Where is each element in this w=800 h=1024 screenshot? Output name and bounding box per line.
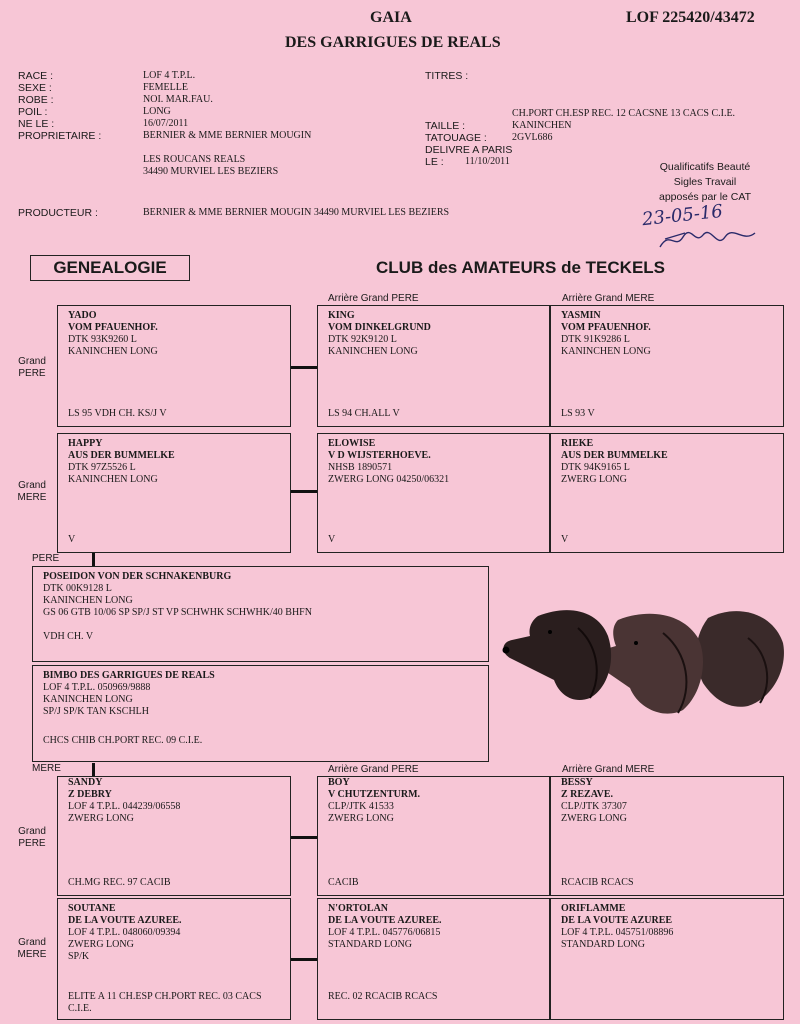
signature-icon — [655, 225, 765, 255]
dachshund-heads-icon — [498, 598, 788, 723]
stamp — [640, 160, 770, 205]
tatouage-label: TATOUAGE : — [425, 132, 487, 144]
address-line-2: 34490 MURVIEL LES BEZIERS — [143, 166, 279, 177]
header-agp-paternal: Arrière Grand PERE — [328, 293, 419, 304]
label-proprietaire: PROPRIETAIRE : — [18, 130, 102, 142]
value-ne-le: 16/07/2011 — [143, 118, 189, 129]
row-label-grand-pere-2: Grand PERE — [18, 826, 46, 849]
label-sire: PERE — [32, 553, 60, 564]
club-title: CLUB des AMATEURS de TECKELS — [376, 258, 666, 277]
pedigree-box-sire: POSEIDON VON DER SCHNAKENBURG DTK 00K9128 L KANINCHEN LONG GS 06 GTB 10/06 SP SP/J ST VP SCHWHK SCHWHK/40 BHFN VDH CH. V — [32, 566, 489, 662]
value-robe: NOI. MAR.FAU. — [143, 94, 213, 105]
info-values — [143, 70, 311, 178]
taille-value: KANINCHEN — [512, 120, 572, 131]
pedigree-box-paternal-gp: YADO VOM PFAUENHOF. DTK 93K9260 L KANINCHEN LONG LS 95 VDH CH. KS/J V — [57, 305, 291, 427]
row-label-grand-mere-2: Grand MERE — [17, 937, 47, 960]
label-robe: ROBE : — [18, 94, 54, 106]
pedigree-box-paternal-agp1: KING VOM DINKELGRUND DTK 92K9120 L KANINCHEN LONG LS 94 CH.ALL V — [317, 305, 550, 427]
stamp-date: 23-05-16 — [641, 200, 724, 231]
header-agm-maternal: Arrière Grand MERE — [562, 764, 655, 775]
titres-label: TITRES : — [425, 70, 469, 82]
lof-number: LOF 225420/43472 — [626, 9, 755, 26]
label-race: RACE : — [18, 70, 54, 82]
header-agp-maternal: Arrière Grand PERE — [328, 764, 419, 775]
label-sexe: SEXE : — [18, 82, 52, 94]
value-sexe: FEMELLE — [143, 82, 188, 93]
label-ne-le: NE LE : — [18, 118, 55, 130]
address-line-1: LES ROUCANS REALS — [143, 154, 246, 165]
pedigree-box-maternal-gm: SOUTANE DE LA VOUTE AZUREE. LOF 4 T.P.L. 048060/09394 ZWERG LONG SP/K ELITE A 11 CH.ESP CH.PORT REC. 03 CACS C.I.E. — [57, 898, 291, 1020]
pedigree-box-dam: BIMBO DES GARRIGUES DE REALS LOF 4 T.P.L. 050969/9888 KANINCHEN LONG SP/J SP/K TAN KSCHLH CHCS CHIB CH.PORT REC. 09 C.I.E. — [32, 665, 489, 762]
label-poil: POIL : — [18, 106, 48, 118]
delivre-label: DELIVRE A PARIS — [425, 144, 513, 156]
value-poil: LONG — [143, 106, 171, 117]
pedigree-box-maternal-agp1: BOY V CHUTZENTURM. CLP/JTK 41533 ZWERG LONG CACIB — [317, 776, 550, 896]
info-labels — [18, 70, 101, 142]
row-label-grand-mere-1: Grand MERE — [17, 480, 47, 503]
pedigree-box-maternal-gp: SANDY Z DEBRY LOF 4 T.P.L. 044239/06558 ZWERG LONG CH.MG REC. 97 CACIB — [57, 776, 291, 896]
titres-value: CH.PORT CH.ESP REC. 12 CACSNE 13 CACS C.I.E. — [512, 108, 736, 119]
taille-label: TAILLE : — [425, 120, 466, 132]
label-dam: MERE — [32, 763, 61, 774]
pedigree-box-maternal-agm2: ORIFLAMME DE LA VOUTE AZUREE LOF 4 T.P.L. 045751/08896 STANDARD LONG — [550, 898, 784, 1020]
stamp-line-3: apposés par le CAT — [658, 191, 752, 203]
value-race: LOF 4 T.P.L. — [143, 70, 196, 81]
dog-name: GAIA — [370, 9, 412, 26]
producteur-value: BERNIER & MME BERNIER MOUGIN 34490 MURVIEL LES BEZIERS — [143, 207, 450, 218]
pedigree-box-paternal-agm2: RIEKE AUS DER BUMMELKE DTK 94K9165 L ZWERG LONG V — [550, 433, 784, 553]
pedigree-box-paternal-agm1: YASMIN VOM PFAUENHOF. DTK 91K9286 L KANINCHEN LONG LS 93 V — [550, 305, 784, 427]
row-label-grand-pere-1: Grand PERE — [18, 356, 46, 379]
le-value: 11/10/2011 — [465, 156, 510, 167]
genealogie-heading: GENEALOGIE — [30, 255, 190, 281]
value-proprietaire: BERNIER & MME BERNIER MOUGIN — [143, 130, 312, 141]
pedigree-box-paternal-gm: HAPPY AUS DER BUMMELKE DTK 97Z5526 L KANINCHEN LONG V — [57, 433, 291, 553]
pedigree-box-maternal-agp2: N'ORTOLAN DE LA VOUTE AZUREE. LOF 4 T.P.L. 045776/06815 STANDARD LONG REC. 02 RCACIB RCACS — [317, 898, 550, 1020]
stamp-line-1: Qualificatifs Beauté — [659, 161, 751, 173]
producteur-label: PRODUCTEUR : — [18, 207, 98, 219]
kennel-name: DES GARRIGUES DE REALS — [285, 34, 501, 51]
le-label: LE : — [425, 156, 444, 168]
header-agm-paternal: Arrière Grand MERE — [562, 293, 655, 304]
pedigree-box-paternal-agp2: ELOWISE V D WIJSTERHOEVE. NHSB 1890571 ZWERG LONG 04250/06321 V — [317, 433, 550, 553]
stamp-line-2: Sigles Travail — [673, 176, 737, 188]
pedigree-box-maternal-agm1: BESSY Z REZAVE. CLP/JTK 37307 ZWERG LONG RCACIB RCACS — [550, 776, 784, 896]
tatouage-value: 2GVL686 — [512, 132, 553, 143]
